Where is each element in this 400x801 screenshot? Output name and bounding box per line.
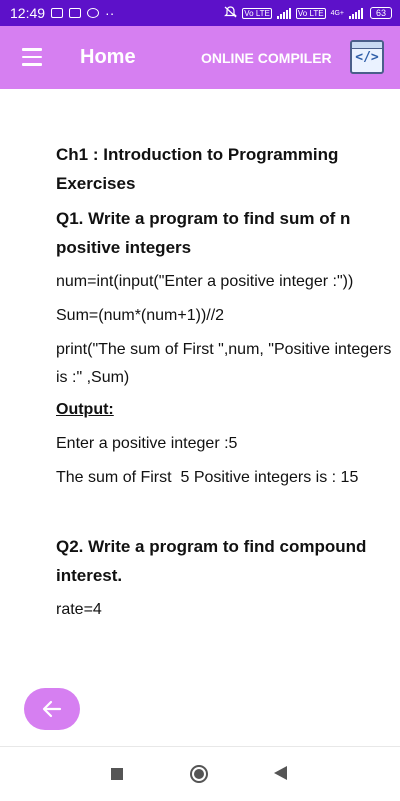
status-time: 12:49: [10, 5, 46, 21]
code-line: Sum=(num*(num+1))//2: [56, 307, 225, 324]
output-label: Output:: [56, 401, 114, 418]
arrow-left-icon: [42, 700, 62, 718]
battery-level: 63: [375, 8, 386, 18]
back-fab-button[interactable]: [24, 688, 80, 730]
battery-icon: [370, 7, 392, 19]
signal-icon-2: [349, 8, 363, 19]
signal-icon: [277, 8, 291, 19]
facebook-icon: [69, 8, 81, 18]
circle-icon[interactable]: [190, 765, 208, 783]
volte-badge: Vo LTE: [244, 8, 270, 18]
volte-badge-2: Vo LTE: [297, 8, 324, 18]
more-notifications: ··: [105, 5, 115, 21]
online-compiler-button[interactable]: ONLINE COMPILER: [201, 50, 332, 66]
chapter-title: Ch1 : Introduction to Programming Exercises: [56, 145, 339, 193]
mail-icon: [51, 8, 63, 18]
code-icon[interactable]: [350, 40, 384, 74]
square-icon[interactable]: [111, 768, 123, 780]
whatsapp-icon: [87, 8, 99, 18]
system-nav-bar: [0, 746, 400, 801]
menu-icon[interactable]: [22, 48, 42, 66]
status-bar: [0, 0, 400, 26]
code-line: num=int(input("Enter a positive integer :")): [56, 273, 354, 290]
question-2-title: Q2. Write a program to find compound interest.: [56, 537, 367, 585]
output-line: Enter a positive integer :5: [56, 435, 238, 452]
mute-icon: [224, 6, 237, 21]
code-line: rate=4: [56, 601, 102, 618]
triangle-back-icon[interactable]: [274, 766, 287, 780]
network-type: 4G+: [330, 9, 344, 17]
question-1-title: Q1. Write a program to find sum of n positive integers: [56, 209, 351, 257]
app-bar: [0, 26, 400, 89]
lesson-content: [56, 140, 396, 624]
code-glyph: </>: [355, 50, 379, 65]
page-title: Home: [80, 46, 136, 68]
code-icon-titlebar: [352, 42, 382, 49]
code-line: print("The sum of First ",num, "Positive integers is :" ,Sum): [56, 341, 392, 386]
output-line: The sum of First 5 Positive integers is : 15: [56, 469, 359, 486]
